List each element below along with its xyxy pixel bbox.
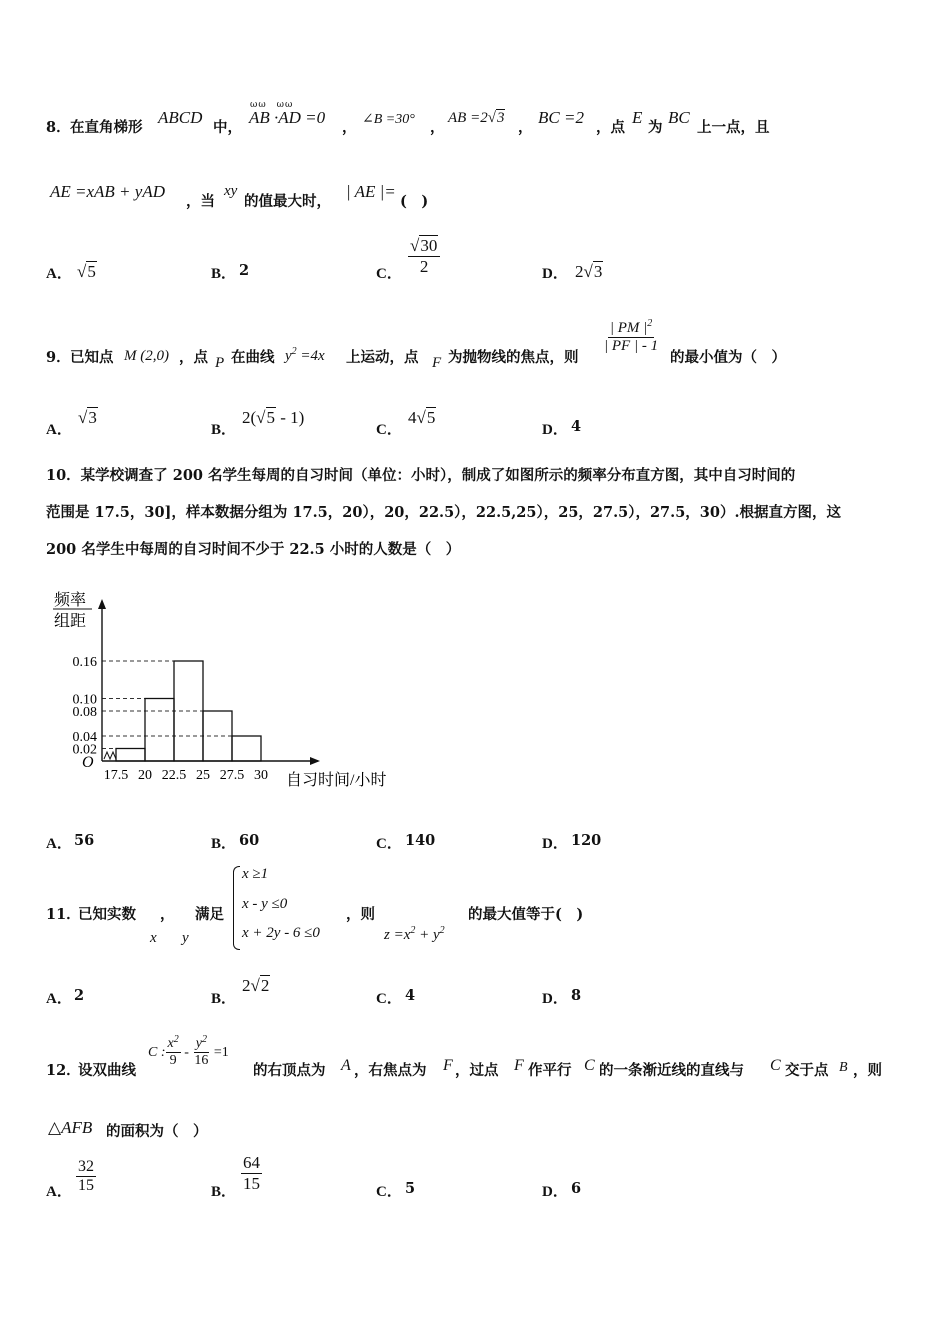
q9-number: 9． — [46, 349, 71, 366]
q11-number: 11． — [46, 906, 81, 923]
q11-option-a-letter[interactable]: A． — [46, 991, 72, 1007]
q10-option-a-value[interactable]: 56 — [74, 832, 95, 849]
q11-text-1: 已知实数 — [78, 906, 136, 923]
q11-text-4: 的最大值等于( ) — [468, 906, 584, 923]
y-tick-label: 0.10 — [72, 692, 97, 708]
q11-comma: ， — [160, 906, 175, 923]
q11-option-c-value[interactable]: 4 — [405, 987, 416, 1004]
q9-option-a-letter[interactable]: A． — [46, 422, 72, 438]
q8-abs-ae: | AE |= — [346, 182, 396, 201]
q8-option-d-value[interactable]: 2√3 — [575, 262, 603, 281]
q9-text-2: ，点 — [179, 349, 208, 366]
histogram-bar — [232, 736, 261, 761]
q8-text-3: ，点 — [596, 119, 625, 136]
q9-option-d-letter[interactable]: D． — [542, 422, 568, 438]
y-tick-label: 0.02 — [72, 742, 97, 758]
q10-option-a-letter[interactable]: A． — [46, 836, 72, 852]
q12-c2: C — [770, 1057, 781, 1074]
q9-option-b-value[interactable]: 2(√5 - 1) — [242, 408, 305, 427]
vector-arrow-icon: ωω ωω — [250, 100, 294, 110]
q9-p: P — [215, 355, 225, 371]
q8-option-c-value[interactable]: $\frac{√30}{2}$ — [408, 236, 440, 276]
q11-constraint-3: x + 2y - 6 ≤0 — [242, 925, 320, 941]
q11-y: y — [182, 930, 189, 946]
x-tick-label: 20 — [138, 768, 152, 783]
q12-text-5: 作平行 — [528, 1062, 572, 1079]
system-brace — [233, 866, 240, 950]
x-tick-label: 17.5 — [103, 768, 129, 783]
q12-option-c-letter[interactable]: C． — [376, 1184, 402, 1200]
q12-text-6: 的一条渐近线的直线与 — [599, 1062, 744, 1079]
x-tick-label: 27.5 — [219, 768, 245, 783]
q11-option-a-value[interactable]: 2 — [74, 987, 85, 1004]
q8-abcd: ABCD — [158, 108, 203, 127]
q8-number: 8． — [46, 119, 71, 136]
x-tick-label: 25 — [196, 768, 210, 783]
q10-line-1: 10．某学校调查了 200 名学生每周的自习时间（单位：小时），制成了如图所示的频率分布直方图，其中自习时间的 — [46, 467, 796, 484]
q8-ae-eq: AE =xAB + yAD — [50, 182, 165, 201]
y-axis-label-numerator: 频率 — [54, 592, 87, 609]
axis-break-icon — [104, 752, 116, 759]
q11-option-c-letter[interactable]: C． — [376, 991, 402, 1007]
q8-paren: ( ) — [400, 193, 429, 210]
q11-option-b-letter[interactable]: B． — [211, 991, 237, 1007]
q12-f2: F — [514, 1057, 524, 1074]
q8-bc2: BC — [668, 108, 690, 127]
q8-option-b-value[interactable]: 2 — [239, 262, 250, 279]
q12-number: 12． — [46, 1062, 81, 1079]
q8-option-d-letter[interactable]: D． — [542, 266, 568, 282]
q9-text-4: 上运动，点 — [346, 349, 419, 366]
q12-text-8: ，则 — [853, 1062, 882, 1079]
q8-text-4: 为 — [648, 119, 663, 136]
q9-f: F — [432, 355, 442, 371]
x-axis-label: 自习时间/小时 — [286, 772, 387, 789]
q10-option-b-letter[interactable]: B． — [211, 836, 237, 852]
x-tick-label: 30 — [254, 768, 268, 783]
q12-text-3: ，右焦点为 — [354, 1062, 427, 1079]
q9-option-c-letter[interactable]: C． — [376, 422, 402, 438]
q11-option-b-value[interactable]: 2√2 — [242, 976, 270, 995]
q8-option-a-letter[interactable]: A． — [46, 266, 72, 282]
q12-option-b-value[interactable]: $\frac{64}{15}$ — [243, 1153, 260, 1193]
q12-triangle: △AFB — [48, 1118, 93, 1137]
q11-constraint-2: x - y ≤0 — [242, 896, 288, 912]
q8-text-7: 的值最大时， — [244, 193, 331, 210]
q12-c: C — [584, 1057, 595, 1074]
q8-vector-eq: AB ·AD =0 — [249, 108, 326, 127]
q8-option-a-value[interactable]: √5 — [77, 262, 96, 281]
q9-curve: $y^2 =4x$ — [285, 346, 325, 364]
q12-text-1: 设双曲线 — [78, 1062, 136, 1079]
q12-option-b-letter[interactable]: B． — [211, 1184, 237, 1200]
x-axis-arrow-icon — [310, 757, 320, 765]
y-axis-arrow-icon — [98, 599, 106, 609]
q11-text-3: ，则 — [346, 906, 375, 923]
histogram-chart — [40, 585, 420, 795]
q8-bc: BC =2 — [538, 108, 584, 127]
q8-comma-2: ， — [430, 119, 445, 136]
histogram-bar — [116, 749, 145, 762]
q12-option-d-letter[interactable]: D． — [542, 1184, 568, 1200]
q10-option-c-value[interactable]: 140 — [405, 832, 436, 849]
q10-option-c-letter[interactable]: C． — [376, 836, 402, 852]
q8-comma-1: ， — [342, 119, 357, 136]
q9-text-5: 为抛物线的焦点，则 — [448, 349, 579, 366]
y-tick-label: 0.04 — [72, 730, 97, 745]
q12-text-4: ，过点 — [455, 1062, 499, 1079]
q8-angle: ∠B =30° — [362, 112, 415, 127]
q11-option-d-value[interactable]: 8 — [571, 987, 582, 1004]
q12-option-d-value[interactable]: 6 — [571, 1180, 582, 1197]
q9-option-c-value[interactable]: 4√5 — [408, 408, 436, 427]
q10-option-d-letter[interactable]: D． — [542, 836, 568, 852]
q9-option-b-letter[interactable]: B． — [211, 422, 237, 438]
q10-line-3: 200 名学生中每周的自习时间不少于 22.5 小时的人数是（ ） — [46, 541, 461, 558]
q11-z: $z =x^2 + y^2$ — [384, 925, 445, 943]
q9-point-m: M (2,0) — [124, 348, 169, 364]
q8-option-c-letter[interactable]: C． — [376, 266, 402, 282]
q10-option-b-value[interactable]: 60 — [239, 832, 260, 849]
q12-b: B — [839, 1060, 848, 1075]
q9-text-1: 已知点 — [70, 349, 114, 366]
q12-hyperbola: C : $\frac{x^2}{9}$ - $\frac{y^2}{16}$ =1 — [148, 1034, 229, 1069]
q9-text-3: 在曲线 — [231, 349, 275, 366]
q8-comma-3: ， — [518, 119, 533, 136]
q8-xy: xy — [224, 183, 238, 199]
y-axis-label-denominator: 组距 — [54, 613, 87, 630]
q11-constraint-1: x ≥1 — [242, 866, 269, 882]
q9-option-a-value[interactable]: √3 — [78, 408, 97, 427]
origin-label: O — [82, 754, 94, 771]
q12-a: A — [341, 1057, 351, 1074]
q9-option-d-value[interactable]: 4 — [571, 418, 582, 435]
histogram-bar — [145, 699, 174, 762]
q12-option-a-value[interactable]: $\frac{32}{15}$ — [78, 1158, 94, 1195]
q10-option-d-value[interactable]: 120 — [571, 832, 602, 849]
q10-line-2: 范围是 17.5，30]，样本数据分组为 17.5，20），20，22.5），22.5,25），25，27.5），27.5，30）.根据直方图，这 — [46, 504, 842, 521]
q8-text-2: 中， — [213, 119, 242, 136]
q12-option-c-value[interactable]: 5 — [405, 1180, 416, 1197]
y-tick-label: 0.08 — [72, 705, 97, 720]
y-tick-label: 0.16 — [72, 655, 97, 670]
q9-fraction: $\frac{| PM |^2}{| PF | - 1}$ — [604, 318, 659, 355]
q8-option-b-letter[interactable]: B． — [211, 266, 237, 282]
q12-text-2: 的右顶点为 — [253, 1062, 326, 1079]
q12-text-9: 的面积为（ ） — [106, 1123, 208, 1140]
q8-ab: AB =2√3 — [448, 110, 505, 126]
q11-text-2: 满足 — [195, 906, 224, 923]
q11-option-d-letter[interactable]: D． — [542, 991, 568, 1007]
q8-text-5: 上一点，且 — [697, 119, 770, 136]
q9-text-6: 的最小值为（ ） — [670, 349, 786, 366]
q12-text-7: 交于点 — [785, 1062, 829, 1079]
x-tick-label: 22.5 — [161, 768, 187, 783]
q11-x: x — [150, 930, 157, 946]
q12-option-a-letter[interactable]: A． — [46, 1184, 72, 1200]
q12-f: F — [443, 1057, 453, 1074]
q8-text-1: 在直角梯形 — [70, 119, 143, 136]
q8-text-6: ，当 — [186, 193, 215, 210]
q8-e: E — [632, 108, 643, 127]
